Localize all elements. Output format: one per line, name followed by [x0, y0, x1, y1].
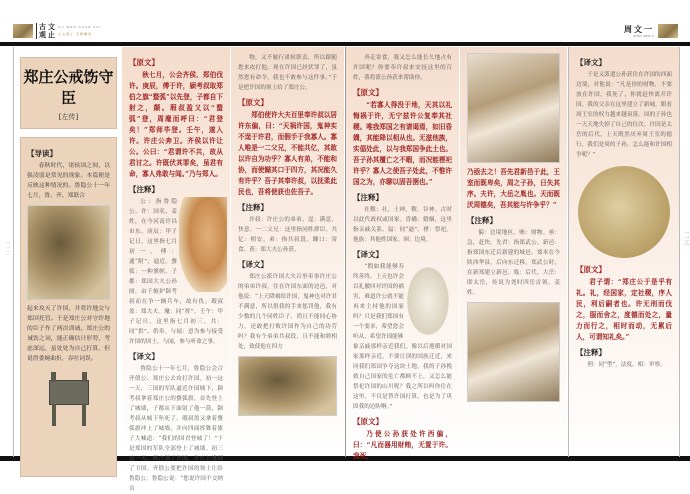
original-text: 乃亟去之！吾先君新邑于此，王室而既卑矣，周之子孙，日失其序。夫许，大岳之胤也。天而既厌周德矣，吾其能与许争乎？” — [467, 168, 560, 209]
page-number-right: 一一三 — [683, 230, 689, 245]
original-heading: 【原文】 — [238, 98, 268, 107]
left-margin-line — [13, 47, 14, 457]
notes-heading: 【注释】 — [353, 193, 383, 202]
translation-heading: 【译文】 — [129, 352, 159, 361]
chapter-pinyin: ZHOU WEN YI — [633, 34, 654, 38]
original-text: 君子谓：“郑庄公于是乎有礼。礼，经国家，定社稷，序人民，利后嗣者也。许无刑而伐之，服而舍之，度德而处之，量力而行之，相时而动，无累后人，可谓知礼矣。” — [576, 278, 672, 341]
title-char: 文 — [48, 22, 55, 31]
original-heading: 【原文】 — [353, 88, 383, 97]
original-text: “若寡人得没于地，天其以礼悔祸于许，无宁兹许公复奉其社稷。唯我郑国之有请谒焉，如旧昏媾，其能降以相从也。无滋他族，实偪处此，以与我郑国争此土也。吾子孙其覆亡之不暇，而况能禋祀许乎？寡人之使吾子处此，不惟许国之为，亦聊以固吾圉也。” — [353, 101, 452, 186]
notes-text: 偏：边境地区。贿：财物。亟：急，赶快。先君：指郑武公。新邑：指郑国东迁后新建的城邑。郑本在今陕西华县，后向东迁移，郑武公时，在新郑建立新邑。胤：后代。大岳：即太岳，传说为尧时四岳首领，姜姓。 — [467, 230, 560, 296]
translation-text: 于是又派遣公孙获住在许国的西面边境，对他说：“凡是你的财物，不要放在许国，我死了，你就赶快离开许国。我的父亲在这里建立了新城，眼看周王室的权力越来越衰落，周的子孙也一天天地失掉了自己的位次。许国是太岳的后代，上天既然厌弃周王室的德行，我们是周的子孙，怎么能和许国相争呢？” — [576, 72, 672, 158]
mountain-painting-image — [467, 53, 560, 163]
original-text: 乃使公孙获处许西偏，曰：“凡而器用财贿，无置于许。我死， — [353, 430, 452, 460]
notes-heading: 【注释】 — [238, 203, 268, 212]
translation-text: “假如我能够寿终善终，上天也许会以礼撤回对许国的祸害，难道许公就不能再来主持他的国家吗？只是我们郑国有一个要求，希望您会听从，希望许国能够 — [353, 264, 404, 340]
white-jade-vase-image — [404, 262, 452, 340]
right-column-1 — [346, 47, 459, 460]
pine-painting-image — [238, 356, 337, 416]
waterfall-painting-image — [467, 302, 560, 402]
landscape-logo-icon — [13, 24, 33, 38]
title-char: 古 — [39, 22, 46, 31]
landscape-painting-image — [27, 205, 110, 300]
translation-text: 鲁隐公十一年七月，鲁隐公会合齐僖公、郑庄公去攻打许国。初一这一天，三国的军队逼近许国城下，颍考叔拿着郑庄公的蝥弧旗，首先登上了城墙，子都从下面射了他一箭，颍考叔从城下坠死了。瑕叔盈又拿着蝥弧旗冲上了城墙，并向四面挥舞着旗子大喊道：“我们的国君登城了！”于是郑国的军队全部登上了城墙。初三这一天，便占领了许国，许庄公逃到了卫国。齐僖公要把许国的领土让给鲁隐公，鲁隐公说：“您说许国不交纳贡 — [129, 366, 223, 492]
landscape-logo-icon — [658, 24, 678, 38]
translation-continued: 奔走寄食，我又怎么能长久地占有许国呢？你要奉许叔来安抚这里的百姓，我将派公孙获来帮助你。 — [353, 55, 452, 81]
book-title — [36, 23, 57, 39]
right-margin-line — [679, 47, 680, 457]
article-title: 郑庄公戒饬守臣 — [23, 68, 114, 107]
translation-text: 象亲戚那样亲近我们，像以后遵循对国家那样亲近，不要让别的国族迁近，来同我们郑国争夺这块土地。我的子孙挽救自己国家的危亡都顾不上，又怎么能祭祀许国的山川呢？我之所以叫你住在这里，不仅是替许国打算，也是为了巩固我的边防啊。” — [353, 344, 452, 410]
notes-text: 公：指鲁隐公。许：国名，姜姓，在今河南许昌市东。庚辰：甲子记日，这里指七月初一。傅：通“附”，逼近。蝥弧：一种旗帜。子都：郑国大夫公孙阏，由于嫉妒颍考叔而在争一辆兵车，故有仇。瑕叔盈：郑大夫。麾：同“挥”。壬午：甲子记日，这里指七月初三。共：同“供”，供奉。与闻：意为参与接受许国的国土。与闻，参与听命之事。 — [129, 199, 223, 345]
intro-text: 春秋时代，诸侯国之间，以强凌弱是常见的现象。本篇便是反映这种情况的。鲁隐公十一年七月，鲁、齐、郑联合 — [27, 163, 110, 199]
right-column-2 — [460, 47, 567, 455]
original-text: 郑伯使许大夫百里奉许叔以居许东偏，曰：“天祸许国，鬼神实不逞于许君，而假手于我寡人。寡人唯是一二父兄，不能共亿，其敢以许自为功乎？寡人有弟，不能和协，而使餬其口于四方，其况能久有许乎？吾子其奉许叔，以抚柔此民也，吾将使获也佐吾子。 — [238, 111, 337, 196]
notes-heading: 【注释】 — [129, 185, 159, 194]
translation-heading: 【译文】 — [238, 260, 268, 269]
original-text: 秋七月，公会齐侯、郑伯伐许。庚辰，傅于许，颍考叔取郑伯之旗“蝥弧”以先登，子都自下射之，颠。瑕叔盈又以“蝥弧”登，周麾而呼曰：“君登矣！”郑师毕登。壬午，遂入许。许庄公奔卫。齐侯以许让公。公曰：“君谓许不共，故从君讨之。许既伏其罪矣，虽君有命，寡人弗敢与闻。”乃与郑人。 — [129, 71, 223, 178]
title-char: 止 — [48, 30, 55, 39]
book-pinyin: GU WEN GUAN ZHI — [58, 25, 102, 29]
page-header — [0, 0, 690, 42]
bamboo-bird-painting-image — [578, 166, 670, 258]
title-char: 观 — [39, 30, 46, 39]
bronze-ding-vessel-image — [45, 372, 93, 427]
translation-heading: 【译文】 — [576, 58, 606, 67]
jade-vessel-image — [179, 197, 227, 292]
right-column-3 — [569, 47, 679, 455]
translation-text: 郑庄公派许国大夫百里奉事许庄公的弟弟许叔，住在许国东面的边邑，对他说：“上天降祸给许国，鬼神也对许君不满意，所以借我的手来惩罚他，我有少数的几个同姓臣子，尚且不能同心协力，还敢把打败许国作为自己的功劳吗？我有个弟弟共叔段，且不能和睦相处，致使他在四方 — [238, 274, 337, 350]
page-number-left: 一一二 — [4, 240, 10, 255]
left-column-intro — [20, 57, 117, 477]
original-heading: 【原文】 — [129, 58, 159, 67]
intro-text: 起来攻灭了许国，并将许地交与郑国托管。于是郑庄公对守许地的臣子作了两次训诫，郑庄公的诫饬之词，能正确估计形势，考虑深远，虽处处为自己打算，但说得委婉曲折，吞吐词误。 — [27, 306, 110, 362]
notes-text: 刑：同“型”，法度。相：审察。 — [587, 362, 666, 368]
left-column-3 — [231, 47, 344, 455]
notes-text: 社稷：社，土神。稷，谷神。古时以此代政权或国家。昏媾：婚姻，这里指亲戚关系。偪：同“逼”。禋：祭祀。他族：其他姓国家。圉：边境。 — [353, 207, 452, 243]
book-tagline: 古文观止 名篇精选 — [58, 32, 92, 36]
intro-box — [20, 137, 117, 477]
article-title-box — [20, 57, 117, 129]
original-heading: 【原文】 — [353, 417, 383, 426]
notes-heading: 【注释】 — [467, 216, 497, 225]
intro-heading: 【导读】 — [27, 149, 57, 158]
original-heading: 【原文】 — [576, 265, 606, 274]
header-rule — [0, 42, 690, 46]
translation-heading: 【译文】 — [353, 250, 383, 259]
article-source: [左传] — [58, 113, 79, 121]
notes-heading: 【注释】 — [576, 348, 606, 357]
notes-text: 许叔：许庄公的弟弟。逞：满意，快意。一二父兄：这里指同姓群臣。共亿：相安。弟：指共叔段。餬口：寄食。获：郑大夫公孙获。 — [238, 217, 337, 253]
chapter-title: 周文一 — [624, 24, 654, 34]
left-column-2 — [122, 47, 230, 492]
translation-continued: 物，又不履行诸侯职责，所以跟随您来攻打他。现在许国已经伏罪了，虽然您有命令，我也不敢参与这件事。”于是把许国的领土给了郑庄公。 — [238, 55, 337, 91]
